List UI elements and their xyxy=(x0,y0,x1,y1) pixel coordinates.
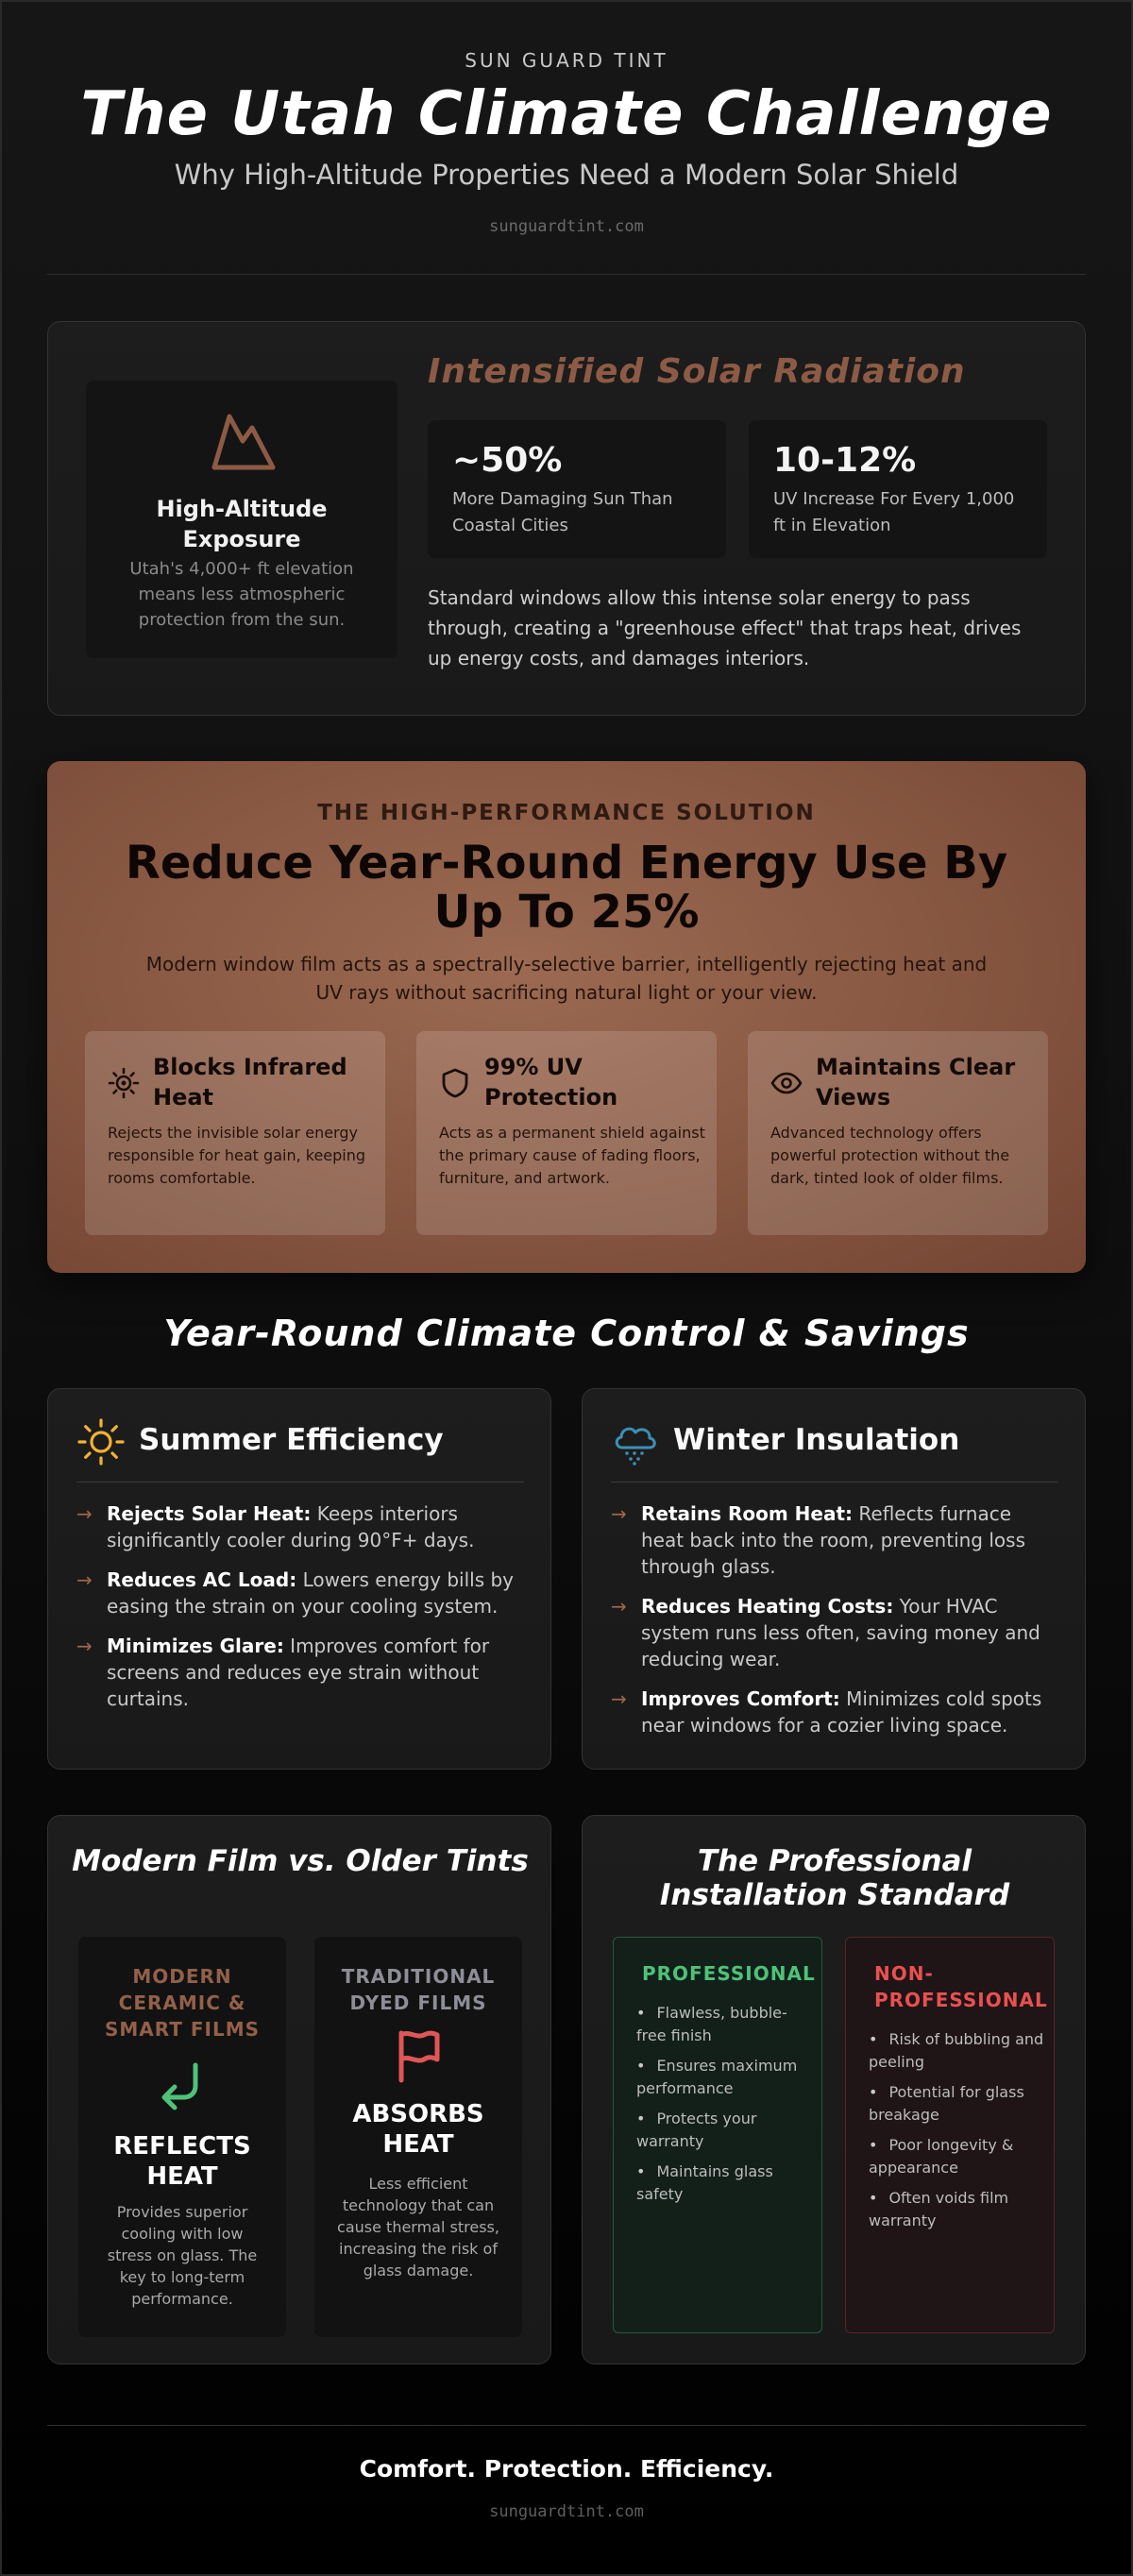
non-professional-list xyxy=(869,2028,1044,2240)
professional-panel xyxy=(613,1937,822,2333)
solar-radiation-card xyxy=(47,321,1086,716)
header-domain-link[interactable]: sunguardtint.com xyxy=(489,217,644,236)
list-item: • Poor longevity & appearance xyxy=(869,2134,1044,2179)
list-item: • Flawless, bubble-free finish xyxy=(636,2002,812,2047)
stat-card xyxy=(749,420,1047,558)
return-arrow-icon xyxy=(154,2058,211,2114)
feature-title: 99% UV Protection xyxy=(484,1054,618,1110)
arrow-right-icon: → xyxy=(611,1502,627,1525)
radiation-paragraph: Standard windows allow this intense solar energy to pass through, creating a "greenhouse effect" that traps heat, drives up energy costs, and damages interiors. xyxy=(428,586,1022,669)
film-description: Provides superior cooling with low stress on glass. The key to long-term performance. xyxy=(107,2203,258,2308)
film-comparison-card xyxy=(47,1815,551,2364)
feature-description: Advanced technology offers powerful protection without the dark, tinted look of older films. xyxy=(770,1124,1010,1187)
feature-description: Rejects the invisible solar energy responsible for heat gain, keeping rooms comfortable. xyxy=(108,1124,366,1187)
professional-list xyxy=(636,2002,812,2213)
brand-name: SUN GUARD TINT xyxy=(465,49,668,72)
radiation-title: Intensified Solar Radiation xyxy=(428,352,966,391)
list-item: → Improves Comfort: Minimizes cold spots near windows for a cozier living space. xyxy=(611,1687,1042,1737)
installation-card xyxy=(582,1815,1086,2364)
arrow-right-icon: → xyxy=(76,1568,93,1591)
film-headline: REFLECTS HEAT xyxy=(113,2132,251,2191)
solution-card xyxy=(47,761,1086,1273)
installation-title: The Professional Installation Standard xyxy=(659,1844,1010,1912)
stat-value: ~50% xyxy=(452,441,563,480)
stat-label: UV Increase For Every 1,000 ft in Elevation xyxy=(773,489,1015,535)
altitude-description: Utah's 4,000+ ft elevation means less atmospheric protection from the sun. xyxy=(129,559,354,630)
eye-icon xyxy=(770,1067,803,1099)
arrow-right-icon: → xyxy=(76,1502,93,1525)
page-title: The Utah Climate Challenge xyxy=(80,79,1053,149)
feature-card-uv xyxy=(416,1031,717,1235)
page-subtitle: Why High-Altitude Properties Need a Modern Solar Shield xyxy=(174,159,959,191)
list-item: • Protects your warranty xyxy=(636,2108,812,2153)
list-item: → Rejects Solar Heat: Keeps interiors significantly cooler during 90°F+ days. xyxy=(76,1502,475,1551)
list-item: • Ensures maximum performance xyxy=(636,2055,812,2100)
solution-title: Reduce Year-Round Energy Use By Up To 25% xyxy=(125,837,1008,939)
arrow-right-icon: → xyxy=(611,1687,627,1710)
snow-cloud-icon xyxy=(611,1417,660,1466)
winter-divider xyxy=(611,1482,1058,1483)
list-item: • Maintains glass safety xyxy=(636,2161,812,2206)
list-item: → Minimizes Glare: Improves comfort for screens and reduces eye strain without curtains. xyxy=(76,1635,490,1710)
traditional-film-panel xyxy=(314,1937,522,2337)
solution-kicker: THE HIGH-PERFORMANCE SOLUTION xyxy=(317,801,816,825)
arrow-right-icon: → xyxy=(611,1595,627,1618)
solution-description: Modern window film acts as a spectrally-selective barrier, intelligently rejecting heat and UV rays without sacrificing natural light or your view. xyxy=(145,953,988,1004)
list-item: • Often voids film warranty xyxy=(869,2187,1044,2232)
non-professional-panel xyxy=(845,1937,1055,2333)
winter-card xyxy=(582,1388,1086,1770)
film-headline: ABSORBS HEAT xyxy=(352,2100,484,2159)
film-kicker: TRADITIONAL DYED FILMS xyxy=(341,1965,496,2014)
list-item: → Reduces AC Load: Lowers energy bills by easing the strain on your cooling system. xyxy=(76,1568,514,1618)
footer-domain-link[interactable]: sunguardtint.com xyxy=(489,2502,644,2521)
professional-heading: PROFESSIONAL xyxy=(642,1962,816,1985)
non-professional-heading: NON-PROFESSIONAL xyxy=(874,1962,1048,2011)
list-item: • Risk of bubbling and peeling xyxy=(869,2028,1044,2074)
feature-description: Acts as a permanent shield against the primary cause of fading floors, furniture, and artwork. xyxy=(439,1124,705,1187)
mountain-icon xyxy=(209,409,279,475)
stat-value: 10-12% xyxy=(773,441,917,480)
summer-title: Summer Efficiency xyxy=(139,1423,444,1457)
stat-card xyxy=(428,420,726,558)
arrow-right-icon: → xyxy=(76,1635,93,1657)
sun-icon xyxy=(76,1417,126,1466)
flag-icon xyxy=(390,2027,447,2084)
footer-tagline: Comfort. Protection. Efficiency. xyxy=(359,2455,774,2483)
film-kicker: MODERN CERAMIC & SMART FILMS xyxy=(104,1965,261,2041)
footer-divider xyxy=(47,2425,1086,2426)
list-item: → Retains Room Heat: Reflects furnace heat back into the room, preventing loss through glass. xyxy=(611,1502,1025,1578)
feature-title: Blocks Infrared Heat xyxy=(153,1054,347,1110)
climate-section-title: Year-Round Climate Control & Savings xyxy=(163,1313,970,1354)
altitude-title: High-Altitude Exposure xyxy=(156,496,328,552)
summer-divider xyxy=(76,1482,524,1483)
altitude-box xyxy=(86,381,397,658)
header-divider xyxy=(47,274,1086,275)
film-comparison-title: Modern Film vs. Older Tints xyxy=(72,1844,529,1878)
film-description: Less efficient technology that can cause thermal stress, increasing the risk of glass damage. xyxy=(337,2175,499,2279)
sun-icon xyxy=(108,1067,140,1099)
feature-title: Maintains Clear Views xyxy=(816,1054,1016,1110)
winter-title: Winter Insulation xyxy=(673,1423,960,1457)
list-item: • Potential for glass breakage xyxy=(869,2081,1044,2127)
feature-card-views xyxy=(748,1031,1048,1235)
shield-icon xyxy=(439,1067,471,1099)
summer-card xyxy=(47,1388,551,1770)
feature-card-infrared xyxy=(85,1031,385,1235)
stat-label: More Damaging Sun Than Coastal Cities xyxy=(452,489,673,535)
list-item: → Reduces Heating Costs: Your HVAC system runs less often, saving money and reducing wear. xyxy=(611,1595,1040,1670)
modern-film-panel xyxy=(78,1937,286,2337)
